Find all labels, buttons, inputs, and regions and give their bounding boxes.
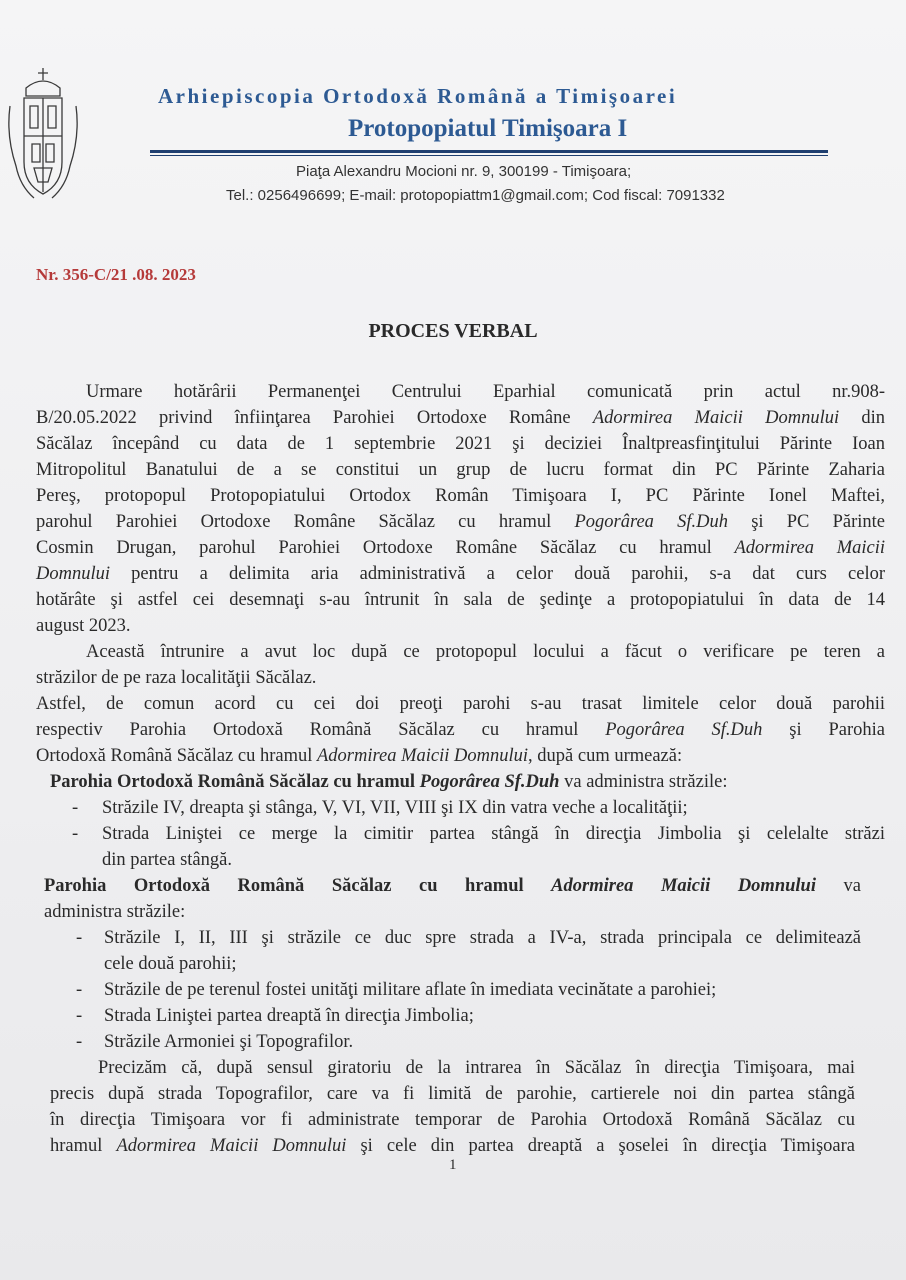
- p1-line-10: august 2023.: [36, 616, 131, 636]
- p4-line-2: precis după strada Topografilor, care va fi limită de parohie, cartierele noi din partea stângă: [50, 1084, 855, 1104]
- archdiocese-crest-icon: [4, 66, 82, 206]
- header-rule: [150, 150, 828, 153]
- bullet-dash: -: [72, 824, 79, 844]
- p2-line-2: străzilor de pe raza localităţii Săcălaz.: [36, 668, 317, 688]
- header-rule-thin: [150, 155, 828, 156]
- p4-line-1: Precizăm că, după sensul giratoriu de la intrarea în Săcălaz în direcţia Timişoara, mai: [98, 1058, 855, 1078]
- bullet-dash: -: [72, 798, 79, 818]
- p1-line-3: Săcălaz începând cu data de 1 septembrie 2021 şi deciziei Înaltpreasfinţitului Părinte Ioan: [36, 434, 885, 454]
- document-number: Nr. 356-C/21 .08. 2023: [36, 265, 196, 284]
- deanery-name: Protopopiatul Timişoara I: [348, 115, 628, 142]
- s2-bullet-1-line-1: Străzile I, II, III şi străzile ce duc spre strada a IV-a, strada principala ce delimitează: [104, 928, 861, 948]
- p3-line-2: respectiv Parohia Ortodoxă Română Săcălaz cu hramul Pogorârea Sf.Duh şi Parohia: [36, 720, 885, 740]
- p1-line-4: Mitropolitul Banatului de a se constitui un grup de lucru format din PC Părinte Zaharia: [36, 460, 885, 480]
- document-title: PROCES VERBAL: [368, 320, 538, 342]
- p1-line-7: Cosmin Drugan, parohul Parohiei Ortodoxe Române Săcălaz cu hramul Adormirea Maicii: [36, 538, 886, 558]
- p3-line-3: Ortodoxă Română Săcălaz cu hramul Adormirea Maicii Domnului, după cum urmează:: [36, 746, 683, 766]
- archdiocese-name: Arhiepiscopia Ortodoxă Română a Timişoarei: [158, 84, 678, 108]
- section1-heading: Parohia Ortodoxă Română Săcălaz cu hramul Pogorârea Sf.Duh va administra străzile:: [50, 772, 728, 792]
- p1-line-1: Urmare hotărârii Permanenţei Centrului Eparhial comunicată prin actul nr.908-: [86, 382, 885, 402]
- p1-line-6: parohul Parohiei Ortodoxe Române Săcălaz cu hramul Pogorârea Sf.Duh şi PC Părinte: [36, 512, 885, 532]
- s2-bullet-3: Strada Liniştei partea dreaptă în direcţia Jimbolia;: [104, 1006, 474, 1026]
- p1-line-8: Domnului pentru a delimita aria administrativă a celor două parohii, s-a dat curs celor: [36, 564, 885, 584]
- section2-heading-line-2: administra străzile:: [44, 902, 186, 922]
- bullet-dash: -: [76, 1006, 83, 1026]
- contact-line: Tel.: 0256496699; E-mail: protopopiattm1@gmail.com; Cod fiscal: 7091332: [226, 187, 725, 204]
- bullet-dash: -: [76, 1032, 83, 1052]
- section2-heading: Parohia Ortodoxă Română Săcălaz cu hramul Adormirea Maicii Domnului va: [44, 876, 861, 896]
- p1-line-2: B/20.05.2022 privind înfiinţarea Parohiei Ortodoxe Române Adormirea Maicii Domnului din: [36, 408, 886, 428]
- p3-line-1: Astfel, de comun acord cu cei doi preoţi parohi s-au trasat limitele celor două parohii: [36, 694, 885, 714]
- address-line: Piaţa Alexandru Mocioni nr. 9, 300199 - Timişoara;: [296, 163, 632, 180]
- page-number: 1: [449, 1157, 457, 1173]
- s1-bullet-2-line-2: din partea stângă.: [102, 850, 232, 870]
- p1-line-9: hotărâte şi astfel cei desemnaţi s-au întrunit în sala de şedinţe a protopopiatului în data de 14: [36, 590, 885, 610]
- s1-bullet-2-line-1: Strada Liniştei ce merge la cimitir partea stângă în direcţia Jimbolia şi celelalte străzi: [102, 824, 885, 844]
- bullet-dash: -: [76, 928, 83, 948]
- p2-line-1: Această întrunire a avut loc după ce protopopul locului a făcut o verificare pe teren a: [86, 642, 885, 662]
- p4-line-3: în direcţia Timişoara vor fi administrate temporar de Parohia Ortodoxă Română Săcălaz cu: [50, 1110, 855, 1130]
- s2-bullet-2: Străzile de pe terenul fostei unităţi militare aflate în imediata vecinătate a parohiei;: [104, 980, 717, 1000]
- s2-bullet-1-line-2: cele două parohii;: [104, 954, 237, 974]
- p1-line-5: Pereş, protopopul Protopopiatului Ortodox Român Timişoara I, PC Părinte Ionel Maftei,: [36, 486, 885, 506]
- s1-bullet-1: Străzile IV, dreapta şi stânga, V, VI, VII, VIII şi IX din vatra veche a localităţii;: [102, 798, 688, 818]
- s2-bullet-4: Străzile Armoniei şi Topografilor.: [104, 1032, 354, 1052]
- p4-line-4: hramul Adormirea Maicii Domnului şi cele din partea dreaptă a şoselei în direcţia Timişoara: [50, 1136, 855, 1156]
- bullet-dash: -: [76, 980, 83, 1000]
